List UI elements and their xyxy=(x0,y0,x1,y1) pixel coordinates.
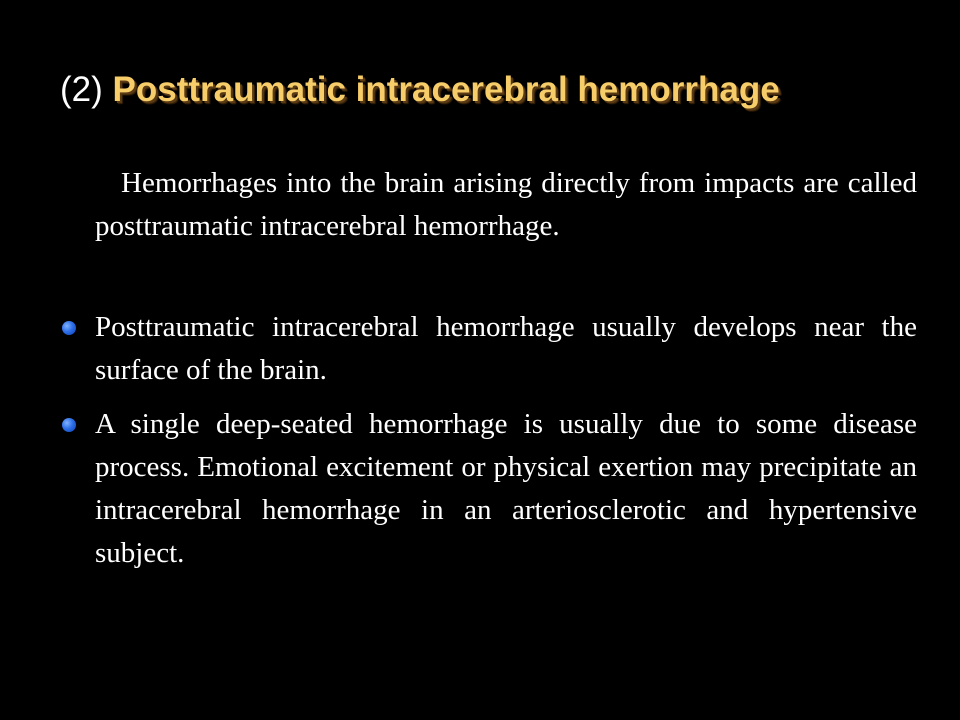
bullet-dot-icon xyxy=(62,321,76,335)
slide-title xyxy=(60,66,950,114)
title-text: Posttraumatic intracerebral hemorrhage xyxy=(112,70,780,109)
bullet-dot-icon xyxy=(62,418,76,432)
bullet-item-surface: Posttraumatic intracerebral hemorrhage usually develops near the surface of the brain. xyxy=(95,311,917,386)
paragraph-intro: Hemorrhages into the brain arising directly from impacts are called posttraumatic intracerebral hemorrhage. xyxy=(95,167,917,242)
title-number: (2) xyxy=(60,70,103,109)
bullet-item-deep-seated: A single deep-seated hemorrhage is usually due to some disease process. Emotional excitement or physical exertion may precipitate an intracerebral hemorrhage in an arteriosclerotic and hypertensive subject. xyxy=(95,408,917,569)
